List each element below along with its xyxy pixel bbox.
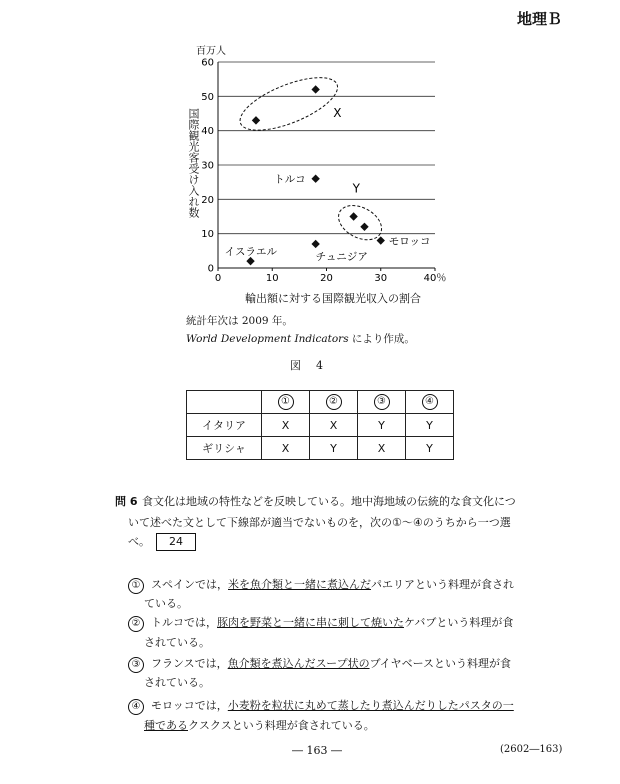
option-text: モロッコでは， <box>151 699 228 712</box>
row-label: イタリア <box>187 414 262 437</box>
data-point <box>311 175 319 183</box>
option-number: ④ <box>128 699 144 715</box>
x-axis-label: 輸出額に対する国際観光収入の割合 <box>245 292 421 305</box>
y-tick-label: 50 <box>201 91 214 103</box>
subject-title: 地理Ｂ <box>516 10 562 28</box>
underlined-text: 種である <box>144 719 188 732</box>
data-point <box>360 223 368 231</box>
option-1 <box>128 576 514 594</box>
row-label: ギリシャ <box>187 437 262 460</box>
option-4 <box>128 697 514 715</box>
point-labels <box>225 174 431 263</box>
chart-grid <box>218 62 435 234</box>
table-cell: X <box>262 414 310 437</box>
data-point <box>246 257 254 265</box>
x-tick-label: 10 <box>265 273 279 284</box>
option-text: ケバブという料理が食 <box>404 616 514 629</box>
option-number: ② <box>128 616 144 632</box>
data-point <box>349 212 357 220</box>
y-tick-label: 40 <box>201 126 214 138</box>
option-number: ③ <box>128 657 144 673</box>
option-1-cont: ている。 <box>144 597 188 610</box>
option-3-cont: されている。 <box>144 676 210 689</box>
y-tick-label: 60 <box>201 57 214 69</box>
table-row <box>187 414 454 437</box>
note-source <box>186 331 415 346</box>
table-header: ③ <box>358 391 406 414</box>
page-code: (2602―163) <box>500 744 563 755</box>
y-tick-label: 30 <box>201 160 214 172</box>
table-cell: X <box>358 437 406 460</box>
table-cell: Y <box>406 414 454 437</box>
data-point <box>377 236 385 244</box>
option-number: ① <box>128 578 144 594</box>
table-header: ② <box>310 391 358 414</box>
option-text: ブイヤベースという料理が食 <box>369 657 512 670</box>
underlined-text: 小麦粉を粒状に丸めて蒸したり煮込んだりしたパスタの一 <box>227 699 514 712</box>
underlined-text: 魚介類を煮込んだスープ状の <box>227 657 370 670</box>
scatter-chart <box>0 0 620 300</box>
point-label: チュニジア <box>315 250 368 263</box>
group-label: Y <box>352 181 361 196</box>
data-point <box>252 116 260 124</box>
y-tick-label: 10 <box>201 229 214 241</box>
note-year: 統計年次は 2009 年。 <box>186 315 293 327</box>
point-label: イスラエル <box>224 246 277 259</box>
y-axis-unit: 百万人 <box>196 46 226 57</box>
source-suffix: により作成。 <box>348 333 415 345</box>
y-tick-label: 0 <box>207 263 214 275</box>
table-header: ① <box>262 391 310 414</box>
table-cell: X <box>310 414 358 437</box>
figure-caption: 図 4 <box>290 359 325 372</box>
option-text: スペインでは， <box>151 578 228 591</box>
y-tick-label: 20 <box>201 194 214 206</box>
table-header-row <box>187 391 454 414</box>
table-cell: X <box>262 437 310 460</box>
x-tick-label: 40％ <box>423 273 447 284</box>
option-text: フランスでは， <box>151 657 228 670</box>
underlined-text: 米を魚介類と一緒に煮込んだ <box>228 578 371 591</box>
group-ellipses <box>233 67 387 247</box>
y-axis-label: 国際観光客受け入れ数 <box>187 108 200 218</box>
data-point <box>311 85 319 93</box>
question-line-2: いて述べた文として下線部が適当でないものを，次の①～④のうちから一つ選 <box>128 516 511 529</box>
group-ellipse-X <box>233 67 344 141</box>
x-tick-label: 0 <box>214 273 222 284</box>
source-name: World Development Indicators <box>186 333 349 345</box>
option-4-cont <box>144 717 375 733</box>
question-line-3 <box>128 533 196 551</box>
question-line-1: 食文化は地域の特性などを反映している。地中海地域の伝統的な食文化につ <box>142 495 516 508</box>
table-corner <box>187 391 262 414</box>
option-text: トルコでは， <box>151 616 217 629</box>
question-number: 問 6 <box>115 495 138 508</box>
option-text: クスクスという料理が食されている。 <box>188 719 375 732</box>
answer-table <box>186 390 454 460</box>
option-2 <box>128 614 513 632</box>
table-row <box>187 437 454 460</box>
table-cell: Y <box>406 437 454 460</box>
x-tick-label: 30 <box>374 273 388 284</box>
table-cell: Y <box>358 414 406 437</box>
x-tick-label: 20 <box>320 273 333 284</box>
group-label: X <box>333 105 342 120</box>
option-3 <box>128 655 511 673</box>
page-number: ― 163 ― <box>292 744 342 757</box>
point-label: トルコ <box>274 173 306 186</box>
question-line-3-text: べ。 <box>128 535 150 548</box>
option-2-cont: されている。 <box>144 636 210 649</box>
data-points <box>246 85 385 265</box>
data-point <box>311 240 319 248</box>
option-text: パエリアという料理が食され <box>371 578 514 591</box>
underlined-text: 豚肉を野菜と一緒に串に刺して焼いた <box>217 616 404 629</box>
table-cell: Y <box>310 437 358 460</box>
answer-box: 24 <box>156 533 196 551</box>
point-label: モロッコ <box>388 235 431 248</box>
table-header: ④ <box>406 391 454 414</box>
